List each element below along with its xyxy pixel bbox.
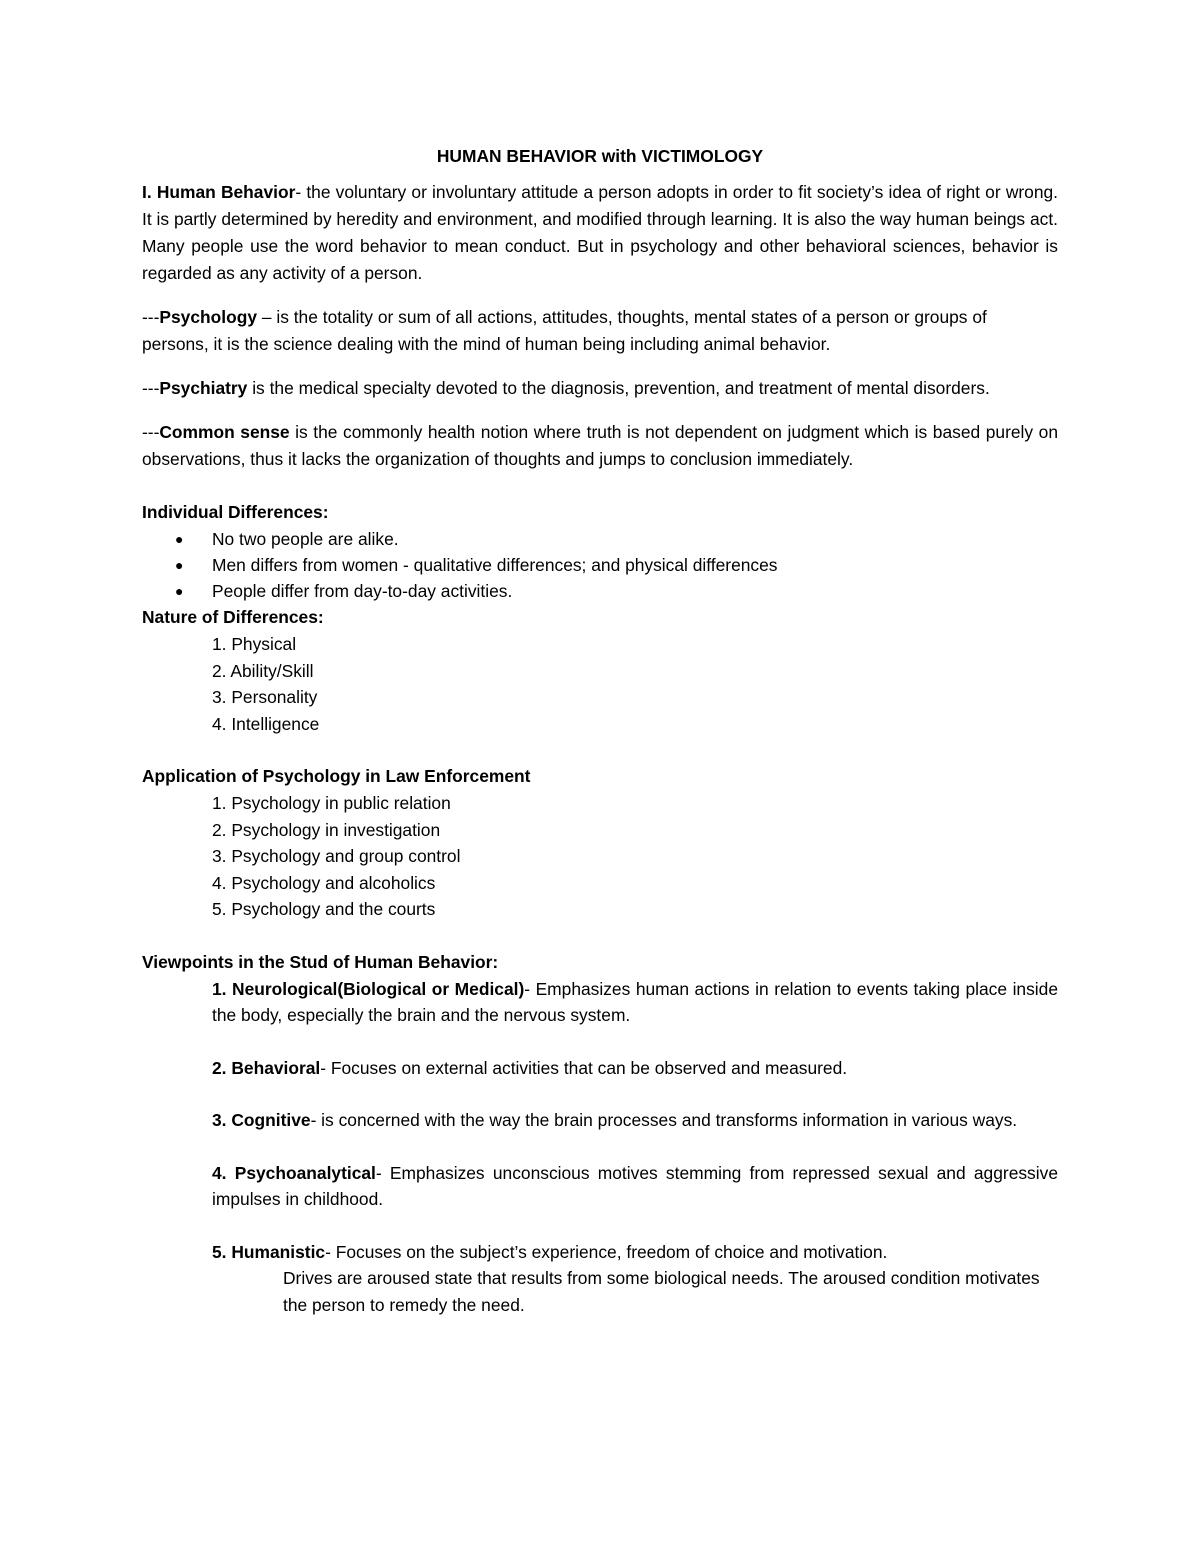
list-item: 4. Psychology and alcoholics <box>212 872 436 893</box>
list-item: 2. Ability/Skill <box>212 660 314 681</box>
viewpoint-text: - Focuses on external activities that can be observed and measured. <box>320 1057 848 1078</box>
viewpoint-text: - is concerned with the way the brain processes and transforms information in various ways. <box>310 1110 1018 1130</box>
viewpoint-term: 3. Cognitive <box>212 1110 311 1130</box>
viewpoints-list <box>142 976 1058 1319</box>
list-item: 2. Psychology in investigation <box>212 819 441 840</box>
psychology-term: Psychology <box>159 307 257 327</box>
bullet-icon: ● <box>175 531 184 547</box>
viewpoint-neurological <box>212 976 1058 1029</box>
list-item: 5. Psychology and the courts <box>212 899 436 919</box>
psychiatry-paragraph <box>142 375 1058 402</box>
dash-prefix: --- <box>142 378 160 398</box>
list-item <box>142 578 1058 604</box>
list-item: 3. Personality <box>212 687 318 707</box>
list-item-text: No two people are alike. <box>212 529 399 549</box>
psychiatry-term: Psychiatry <box>159 378 248 398</box>
viewpoint-humanistic <box>212 1239 1058 1266</box>
psychology-definition: – is the totality or sum of all actions, attitudes, thoughts, mental states of a person or groups of persons, it is the science dealing with the mind of human being including animal behavior. <box>142 307 987 354</box>
individual-differences-list <box>142 526 1058 604</box>
viewpoint-term: 5. Humanistic <box>212 1241 326 1262</box>
viewpoint-cognitive <box>212 1107 1058 1134</box>
list-item: 1. Psychology in public relation <box>212 793 451 813</box>
viewpoint-term: 2. Behavioral <box>212 1057 321 1078</box>
human-behavior-definition: - the voluntary or involuntary attitude a person adopts in order to fit society’s idea of right or wrong. It is partly determined by heredity and environment, and modified through learning. It is also the way human beings act. Many people use the word behavior to mean conduct. But in psychology and other behavioral sciences, behavior is regarded as any activity of a person. <box>142 182 1059 283</box>
viewpoint-text: - Focuses on the subject’s experience, freedom of choice and motivation. <box>325 1241 888 1262</box>
application-heading: Application of Psychology in Law Enforcement <box>142 766 531 786</box>
list-item-text: Men differs from women - qualitative differences; and physical differences <box>212 555 778 575</box>
viewpoint-term: 4. Psychoanalytical <box>212 1162 376 1183</box>
viewpoint-behavioral <box>212 1055 1058 1082</box>
common-sense-term: Common sense <box>159 422 290 442</box>
application-list <box>142 790 1058 923</box>
drives-paragraph: Drives are aroused state that results from some biological needs. The aroused condition motivates the person to remedy the need. <box>283 1268 1040 1315</box>
common-sense-definition: is the commonly health notion where truth is not dependent on judgment which is based purely on observations, thus it lacks the organization of thoughts and jumps to conclusion immediately. <box>142 422 1059 469</box>
nature-of-differences-list <box>142 631 1058 737</box>
list-item: 4. Intelligence <box>212 713 320 734</box>
viewpoint-psychoanalytical <box>212 1160 1058 1213</box>
viewpoint-text: - Emphasizes human actions in relation to events taking place inside the body, especially the brain and the nervous system. <box>212 978 1059 1025</box>
list-item: 3. Psychology and group control <box>212 846 461 866</box>
common-sense-paragraph <box>142 419 1058 473</box>
bullet-icon: ● <box>175 583 184 599</box>
viewpoint-text: - Emphasizes unconscious motives stemming from repressed sexual and aggressive impulses in childhood. <box>212 1162 1058 1209</box>
human-behavior-paragraph <box>142 179 1058 287</box>
nature-of-differences-heading: Nature of Differences: <box>142 607 324 627</box>
list-item <box>142 526 1058 552</box>
individual-differences-heading: Individual Differences: <box>142 502 329 522</box>
viewpoint-term: 1. Neurological(Biological or Medical) <box>212 978 525 999</box>
psychiatry-definition: is the medical specialty devoted to the diagnosis, prevention, and treatment of mental disorders. <box>247 378 990 398</box>
list-item: 1. Physical <box>212 634 297 654</box>
document-page <box>142 143 1058 1318</box>
human-behavior-term: I. Human Behavior <box>142 182 296 202</box>
list-item-text: People differ from day-to-day activities. <box>212 581 513 601</box>
list-item <box>142 552 1058 578</box>
dash-prefix: --- <box>142 307 160 327</box>
dash-prefix: --- <box>142 422 160 442</box>
bullet-icon: ● <box>175 557 184 573</box>
viewpoints-heading: Viewpoints in the Stud of Human Behavior: <box>142 951 499 972</box>
psychology-paragraph <box>142 304 1058 358</box>
document-title: HUMAN BEHAVIOR with VICTIMOLOGY <box>436 146 764 166</box>
